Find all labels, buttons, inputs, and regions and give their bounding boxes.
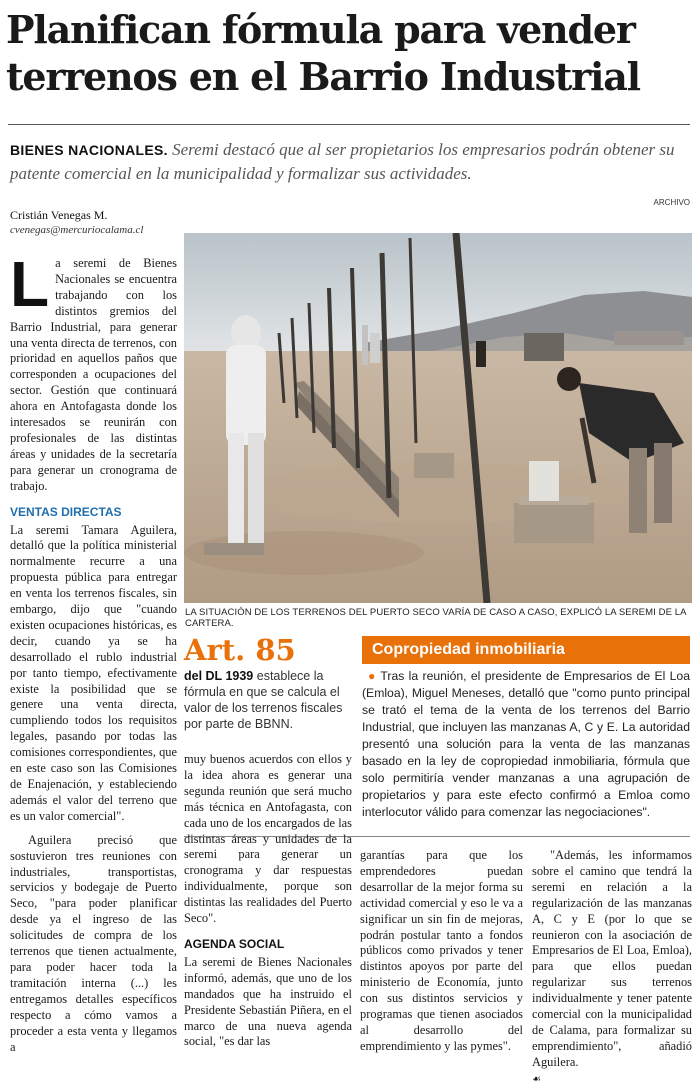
byline-author: Cristián Venegas M. — [10, 208, 108, 222]
kicker-text: Seremi destacó que al ser propietarios los empresarios podrán obtener su patente comercial en la municipalidad y formalizar sus actividades. — [10, 140, 675, 183]
column-2 — [184, 752, 352, 1050]
top-divider — [8, 124, 690, 125]
photo-credit: ARCHIVO — [653, 198, 690, 207]
byline-email[interactable]: cvenegas@mercuriocalama.cl — [10, 224, 144, 236]
article-photo — [184, 233, 692, 603]
box-body — [362, 668, 690, 821]
col4-paragraph-1: "Además, les informamos sobre el camino que tendrá la seremi en relación a la regularización de las manzanas A, C y E (por lo que se reunieron con la asociación de Empresarios de El Loa, Emloa), para que ellos puedan regularizar sus terrenos individualmente y tener patente comercial con la municipalidad de Calama, para formalizar su emprendimiento", añadió Aguilera. — [532, 848, 692, 1069]
headline-line-1: Planifican fórmula para vender — [6, 7, 635, 52]
box-title: Copropiedad inmobiliaria — [362, 636, 690, 664]
col1-paragraph-1: a seremi de Bienes Nacionales se encuentra trabajando con los distintos gremios del Barrio Industrial, para generar una venta directa de terrenos, con prioridad en aquellos paños que corresponden a ocupaciones del sector. Gestión que continuará ahora en Antofagasta donde los interesados se reunirán con profesionales de las distintas áreas y unidades de la secretaría para generar un cronograma de trabajo. — [10, 256, 177, 493]
photo-illustration — [184, 233, 692, 603]
box-text: Tras la reunión, el presidente de Empresarios de El Loa (Emloa), Miguel Meneses, detalló que "como punto principal se trató el tema de la venta de los terrenos del Barrio Industrial, que incluyen las manzanas A, C y E. La autoridad presentó una solución para la venta de las manzanas basado en la ley de copropiedad inmobiliaria, fórmula que solo permitiría vender manzanas a una agrupación de propietarios y para este efecto confirmó a Emloa como interlocutor válido para comenzar las negociaciones". — [362, 669, 690, 819]
end-mark-icon: ☙ — [532, 1073, 541, 1085]
col3-paragraph-1: garantías para que los emprendedores puedan desarrollar de la mejor forma su actividad comercial y eso le va a significar un sin fin de mejoras, podrán postular tanto a fondos públicos como privados y tener distintos apoyos por parte del ministerio de Economía, junto con sus distintos servicios y programas que tienen asociados al desarrollo del emprendimiento y las pymes". — [360, 848, 523, 1053]
subhead-agenda-social: AGENDA SOCIAL — [184, 936, 285, 951]
col2-paragraph-1: muy buenos acuerdos con ellos y la idea ahora es generar una segunda reunión que será mucho más técnica en Antofagasta, con cada uno de los encargados de las distintas áreas y unidades de la seremi para generar un cronograma y dar respuestas individualmente, porque son distintas las realidades del Puerto Seco". — [184, 752, 352, 926]
art-description: establece la fórmula en que se calcula el valor de los terrenos fiscales por parte de BBNN. — [184, 669, 343, 731]
art-text — [184, 668, 354, 732]
subhead-ventas-directas: VENTAS DIRECTAS — [10, 504, 122, 519]
art-number: Art. 85 — [184, 633, 296, 667]
col1-paragraph-2: La seremi Tamara Aguilera, detalló que la política ministerial normalmente recurre a una propuesta pública para entregar en venta los terrenos fiscales, sin embargo, dijo que "cuando existen ocupaciones históricas, es decir, cuando ya se ha desarrollado el rublo industrial por tanto tiempo, efectivamente existe la posibilidad que se genere una venta directa, cumpliendo todos los requisitos legales, pasando por todas las comisiones correspondientes, que en este caso son las Comisiones de Enajenación, y estableciendo además el valor del terreno que es un valor comercial". — [10, 522, 177, 823]
dropcap: L — [10, 248, 50, 320]
photo-caption: LA SITUACIÓN DE LOS TERRENOS DEL PUERTO SECO VARÍA DE CASO A CASO, EXPLICÓ LA SEREMI DE LA CARTERA. — [185, 607, 687, 629]
column-3 — [360, 848, 523, 1055]
bullet-icon: ● — [368, 669, 377, 683]
kicker — [10, 138, 694, 185]
headline-line-2: terrenos en el Barrio Industrial — [6, 54, 640, 99]
headline — [6, 6, 696, 100]
art-lead: del DL 1939 — [184, 669, 254, 683]
kicker-label: BIENES NACIONALES. — [10, 142, 168, 158]
col1-paragraph-3: Aguilera precisó que sostuvieron tres reuniones con industriales, transportistas, servicios y bodegaje de Puerto Seco, "para poder planificar desde ya el ingreso de las solicitudes de compra de los terrenos que tienen actualmente, para poder hacer toda la tramitación interna (...) les entregamos detalles específicos respecto a cómo vamos a proceder a esta venta y llegamos a — [10, 832, 177, 1054]
column-1 — [10, 248, 177, 1055]
col2-paragraph-2: La seremi de Bienes Nacionales informó, además, que uno de los mandados que ha instruido el Presidente Sebastián Piñera, en el marco de una nueva agenda social, "es dar las — [184, 954, 352, 1049]
column-4 — [532, 848, 692, 1088]
